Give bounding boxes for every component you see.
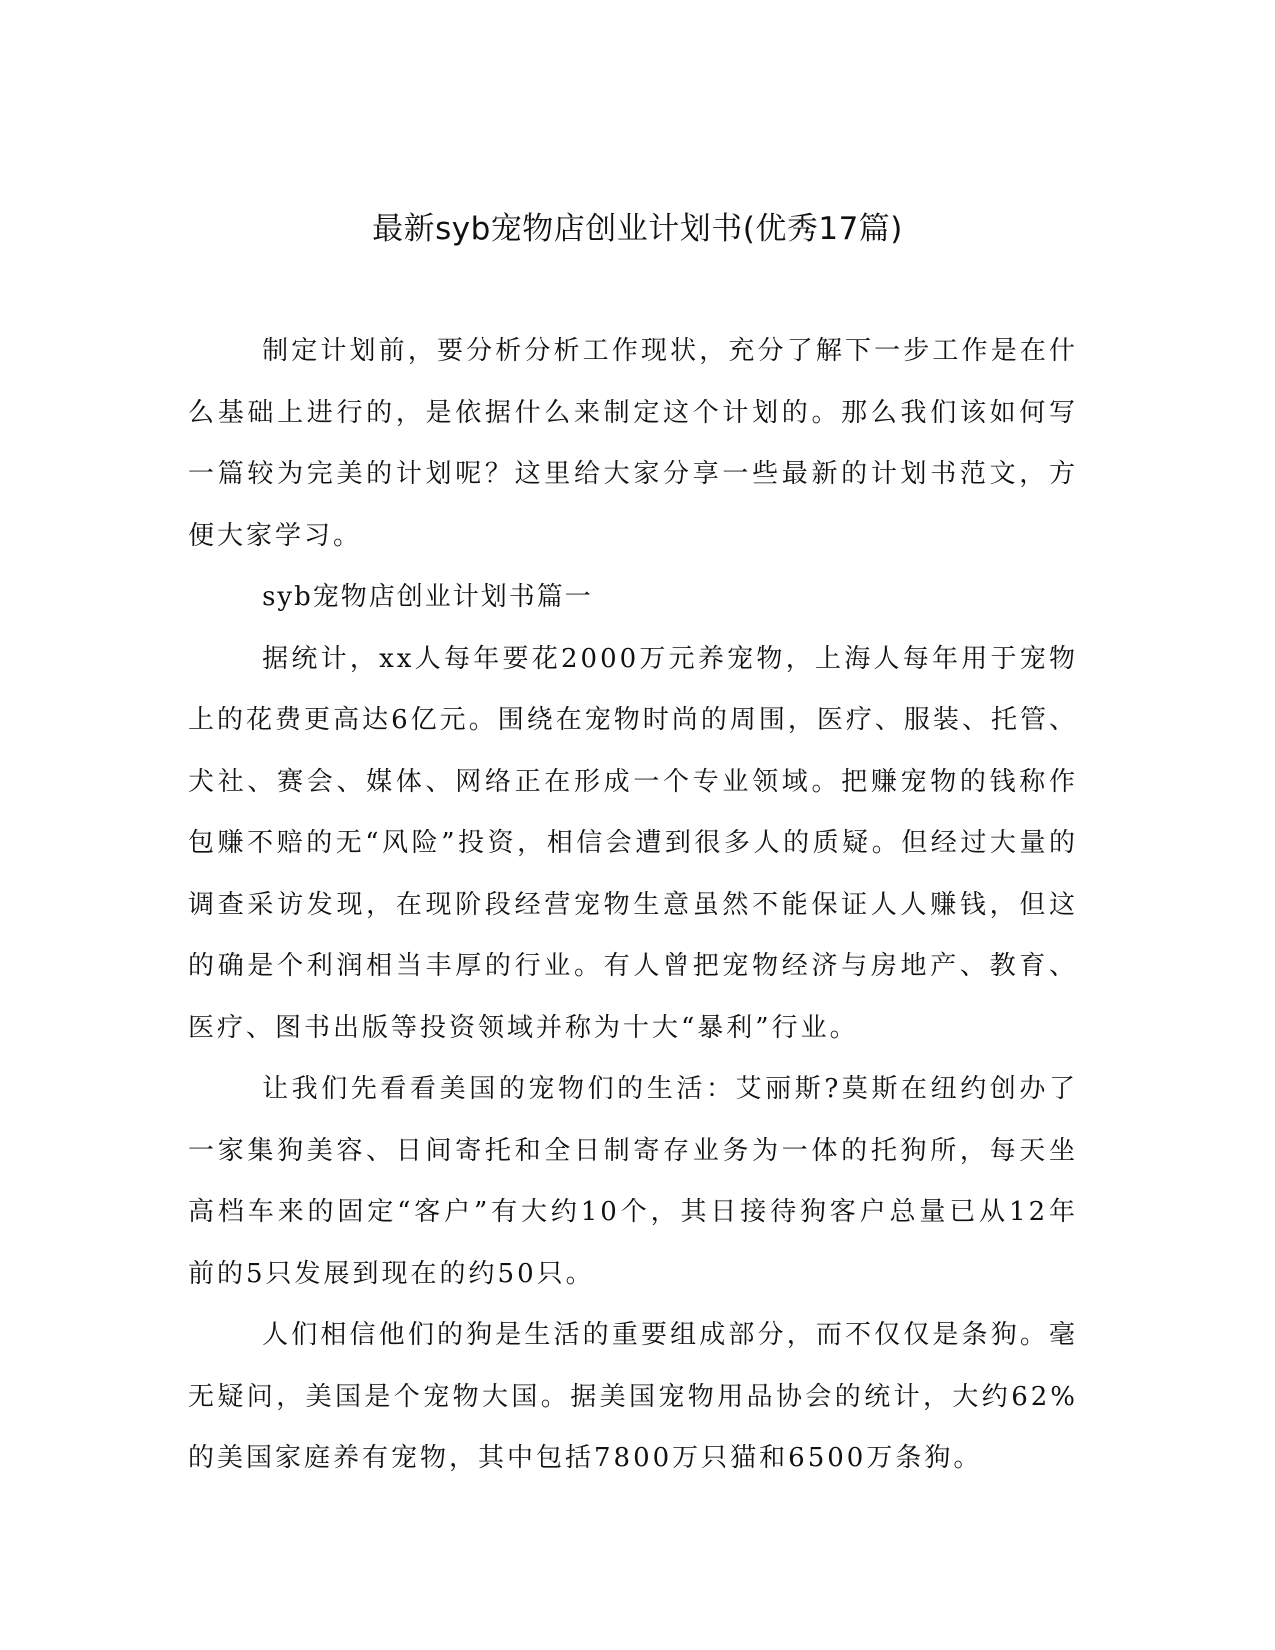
- body-paragraph: 人们相信他们的狗是生活的重要组成部分，而不仅仅是条狗。毫无疑问，美国是个宠物大国。据美国宠物用品协会的统计，大约62%的美国家庭养有宠物，其中包括7800万只猫和6500万条狗。: [188, 1320, 1078, 1473]
- body-paragraph: 让我们先看看美国的宠物们的生活：艾丽斯?莫斯在纽约创办了一家集狗美容、日间寄托和全日制寄存业务为一体的托狗所，每天坐高档车来的固定“客户”有大约10个，其日接待狗客户总量已从12年前的5只发展到现在的约50只。: [188, 1074, 1078, 1289]
- section-heading: syb宠物店创业计划书篇一: [262, 582, 593, 612]
- body-paragraph: 据统计，xx人每年要花2000万元养宠物，上海人每年用于宠物上的花费更高达6亿元。围绕在宠物时尚的周围，医疗、服装、托管、犬社、赛会、媒体、网络正在形成一个专业领域。把赚宠物的钱称作包赚不赔的无“风险”投资，相信会遭到很多人的质疑。但经过大量的调查采访发现，在现阶段经营宠物生意虽然不能保证人人赚钱，但这的确是个利润相当丰厚的行业。有人曾把宠物经济与房地产、教育、医疗、图书出版等投资领域并称为十大“暴利”行业。: [188, 643, 1078, 1043]
- intro-paragraph: 制定计划前，要分析分析工作现状，充分了解下一步工作是在什么基础上进行的，是依据什么来制定这个计划的。那么我们该如何写一篇较为完美的计划呢？这里给大家分享一些最新的计划书范文，方便大家学习。: [188, 336, 1078, 551]
- document-body: [188, 321, 1078, 1490]
- document-title: 最新syb宠物店创业计划书(优秀17篇): [372, 211, 903, 247]
